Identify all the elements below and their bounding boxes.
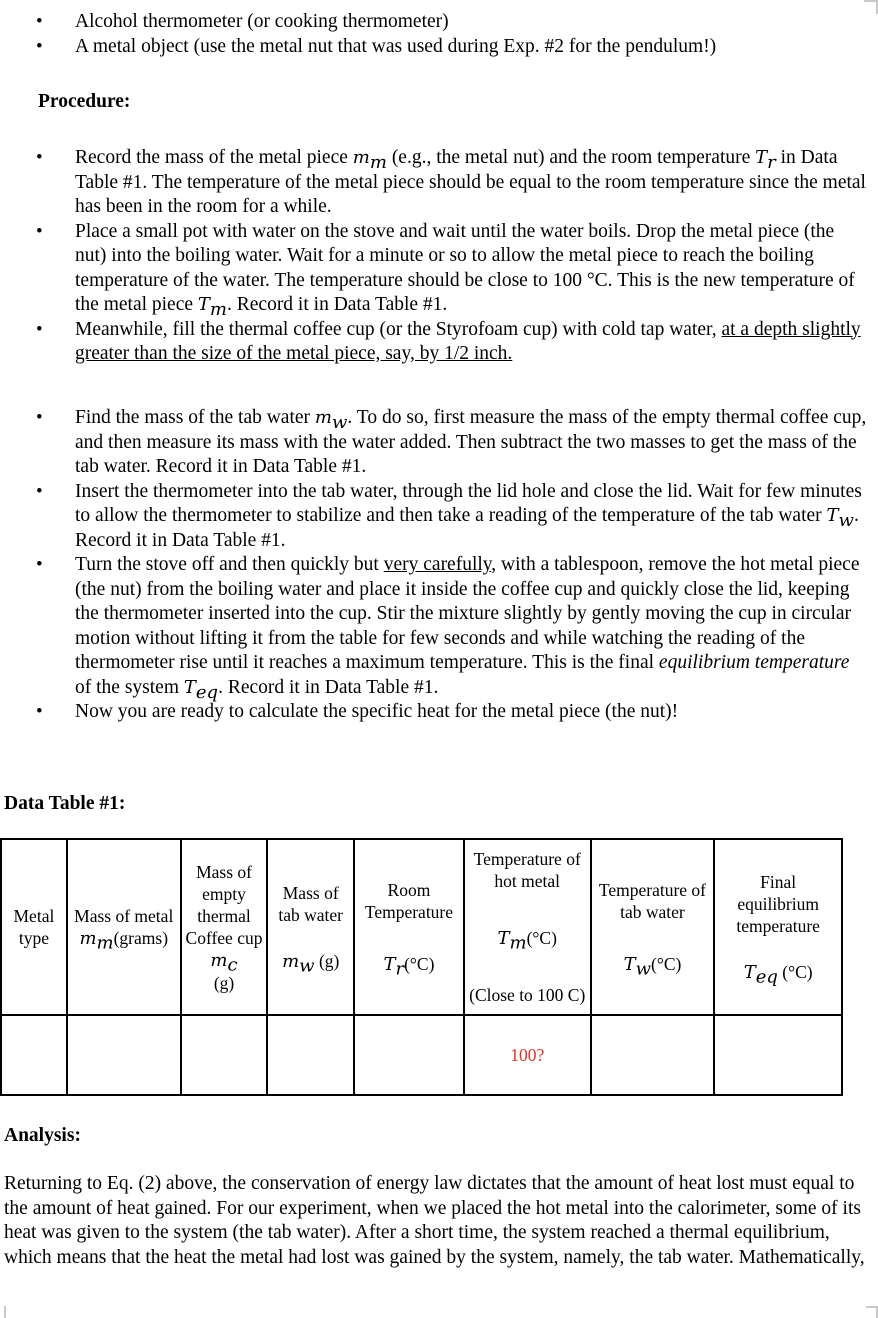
page-corner-mark-top-right-h <box>864 0 878 2</box>
page-corner-mark-bottom-right-h <box>866 1306 878 1308</box>
procedure-heading: Procedure: <box>38 91 131 112</box>
procedure-steps-group-1 <box>0 146 878 367</box>
analysis-paragraph: Returning to Eq. (2) above, the conservation of energy law dictates that the amount of heat lost must equal to the amount of heat gained. For our experiment, when we placed the hot metal into the calorimeter, some of its heat was given to the system (the tab water). After a short time, the system reached a thermal equilibrium, which means that the heat the metal had lost was gained by the system, namely, the tab water. Mathematically, <box>4 1173 865 1268</box>
table-header-row <box>1 839 842 1015</box>
cell-mass-of-metal[interactable] <box>67 1015 181 1095</box>
procedure-step-7: • Now you are ready to calculate the specific heat for the metal piece (the nut)! <box>0 700 878 725</box>
procedure-step-2: • Place a small pot with water on the stove and wait until the water boils. Drop the metal piece (the nut) into the boiling water. Wait for a minute or so to allow the metal piece to reach the boiling temperature of the water. The temperature should be close to 100 °C. This is the new temperature of the metal piece $T_m$. Record it in Data Table #1. <box>0 220 878 318</box>
procedure-step-4: • Find the mass of the tab water $m_w$. To do so, first measure the mass of the empty thermal coffee cup, and then measure its mass with the water added. Then subtract the two masses to get the mass of the tab water. Record it in Data Table #1. <box>0 406 878 480</box>
materials-list <box>0 10 878 59</box>
procedure-steps-group-2 <box>0 406 878 725</box>
header-metal-type: Metal type <box>1 839 67 1015</box>
cell-room-temperature[interactable] <box>354 1015 464 1095</box>
analysis-heading: Analysis: <box>4 1125 81 1146</box>
material-metal-object: A metal object (use the metal nut that was used during Exp. #2 for the pendulum!) <box>75 35 717 57</box>
header-temperature-hot-metal: Temperature of hot metal $T_m(^\circ C)$ (Close to 100 C) <box>464 839 591 1015</box>
header-room-temperature: Room Temperature $T_r(^\circ C)$ <box>354 839 464 1015</box>
data-table <box>0 838 843 1096</box>
header-temperature-tab-water: Temperature of tab water $T_w(^\circ C)$ <box>591 839 715 1015</box>
procedure-step-1: • Record the mass of the metal piece $m_m$ (e.g., the metal nut) and the room temperature $T_r$ in Data Table #1. The temperature of the metal piece should be equal to the room temperature since the metal has been in the room for a while. <box>0 146 878 220</box>
list-item <box>0 35 878 60</box>
cell-metal-type[interactable] <box>1 1015 67 1095</box>
cell-final-equilibrium[interactable] <box>714 1015 842 1095</box>
cell-temperature-tab-water[interactable] <box>591 1015 715 1095</box>
procedure-step-5: • Insert the thermometer into the tab water, through the lid hole and close the lid. Wait for few minutes to allow the thermometer to stabilize and then take a reading of the temperature of the tab water $T_w$. Record it in Data Table #1. <box>0 480 878 554</box>
page-corner-mark-bottom-left <box>4 1306 6 1318</box>
list-item <box>0 10 878 35</box>
cell-temperature-hot-metal[interactable]: 100? <box>464 1015 591 1095</box>
header-mass-of-metal: Mass of metal $m_m(grams)$ <box>67 839 181 1015</box>
cell-mass-of-tab-water[interactable] <box>267 1015 354 1095</box>
material-thermometer: Alcohol thermometer (or cooking thermometer) <box>75 11 449 32</box>
header-mass-of-tab-water: Mass of tab water $m_w$ (g) <box>267 839 354 1015</box>
procedure-step-6: • Turn the stove off and then quickly but very carefully, with a tablespoon, remove the hot metal piece (the nut) from the boiling water and place it inside the coffee cup and quickly close the lid, keeping the thermometer inserted into the cup. Stir the mixture slightly by gently moving the cup in circular motion without lifting it from the table for few seconds and while watching the reading of the thermometer rise until it reaches a maximum temperature. This is the final equilibrium temperature of the system $T_{eq}$. Record it in Data Table #1. <box>0 553 878 700</box>
procedure-step-3: • Meanwhile, fill the thermal coffee cup (or the Styrofoam cup) with cold tap water, at a depth slightly greater than the size of the metal piece, say, by 1/2 inch. <box>0 318 878 367</box>
header-final-equilibrium: Final equilibrium temperature $T_{eq}$ (°C) <box>714 839 842 1015</box>
header-mass-of-cup: Mass of empty thermal Coffee cup $m_c$ (g) <box>181 839 268 1015</box>
data-table-heading: Data Table #1: <box>4 793 126 814</box>
cell-mass-of-cup[interactable] <box>181 1015 268 1095</box>
table-row <box>1 1015 842 1095</box>
